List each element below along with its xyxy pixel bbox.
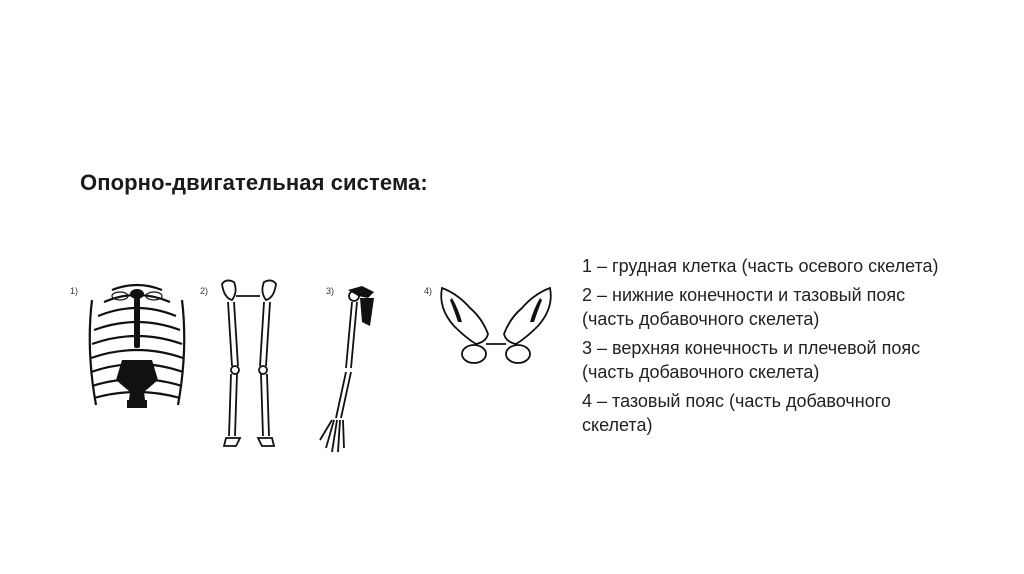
figure-number-1: 1) (70, 286, 79, 296)
legend-list (582, 254, 962, 442)
figure-number-2: 2) (200, 286, 209, 296)
legend-item: 4 – тазовый пояс (часть добавочного скелета) (582, 391, 891, 435)
pelvic-girdle-icon (436, 278, 556, 368)
legend-item: 2 – нижние конечности и тазовый пояс (часть добавочного скелета) (582, 285, 906, 329)
slide-title: Опорно-двигательная система: (80, 170, 428, 195)
figure-number-4: 4) (424, 286, 433, 296)
rib-cage-icon (82, 280, 192, 415)
legend-item: 1 – грудная клетка (часть осевого скелета) (582, 256, 939, 276)
legend-item: 3 – верхняя конечность и плечевой пояс (часть добавочного скелета) (582, 338, 921, 382)
figure-number-3: 3) (326, 286, 335, 296)
skeleton-figures (68, 270, 558, 470)
upper-limb-shoulder-icon (318, 278, 388, 458)
lower-limbs-pelvis-icon (214, 276, 284, 456)
